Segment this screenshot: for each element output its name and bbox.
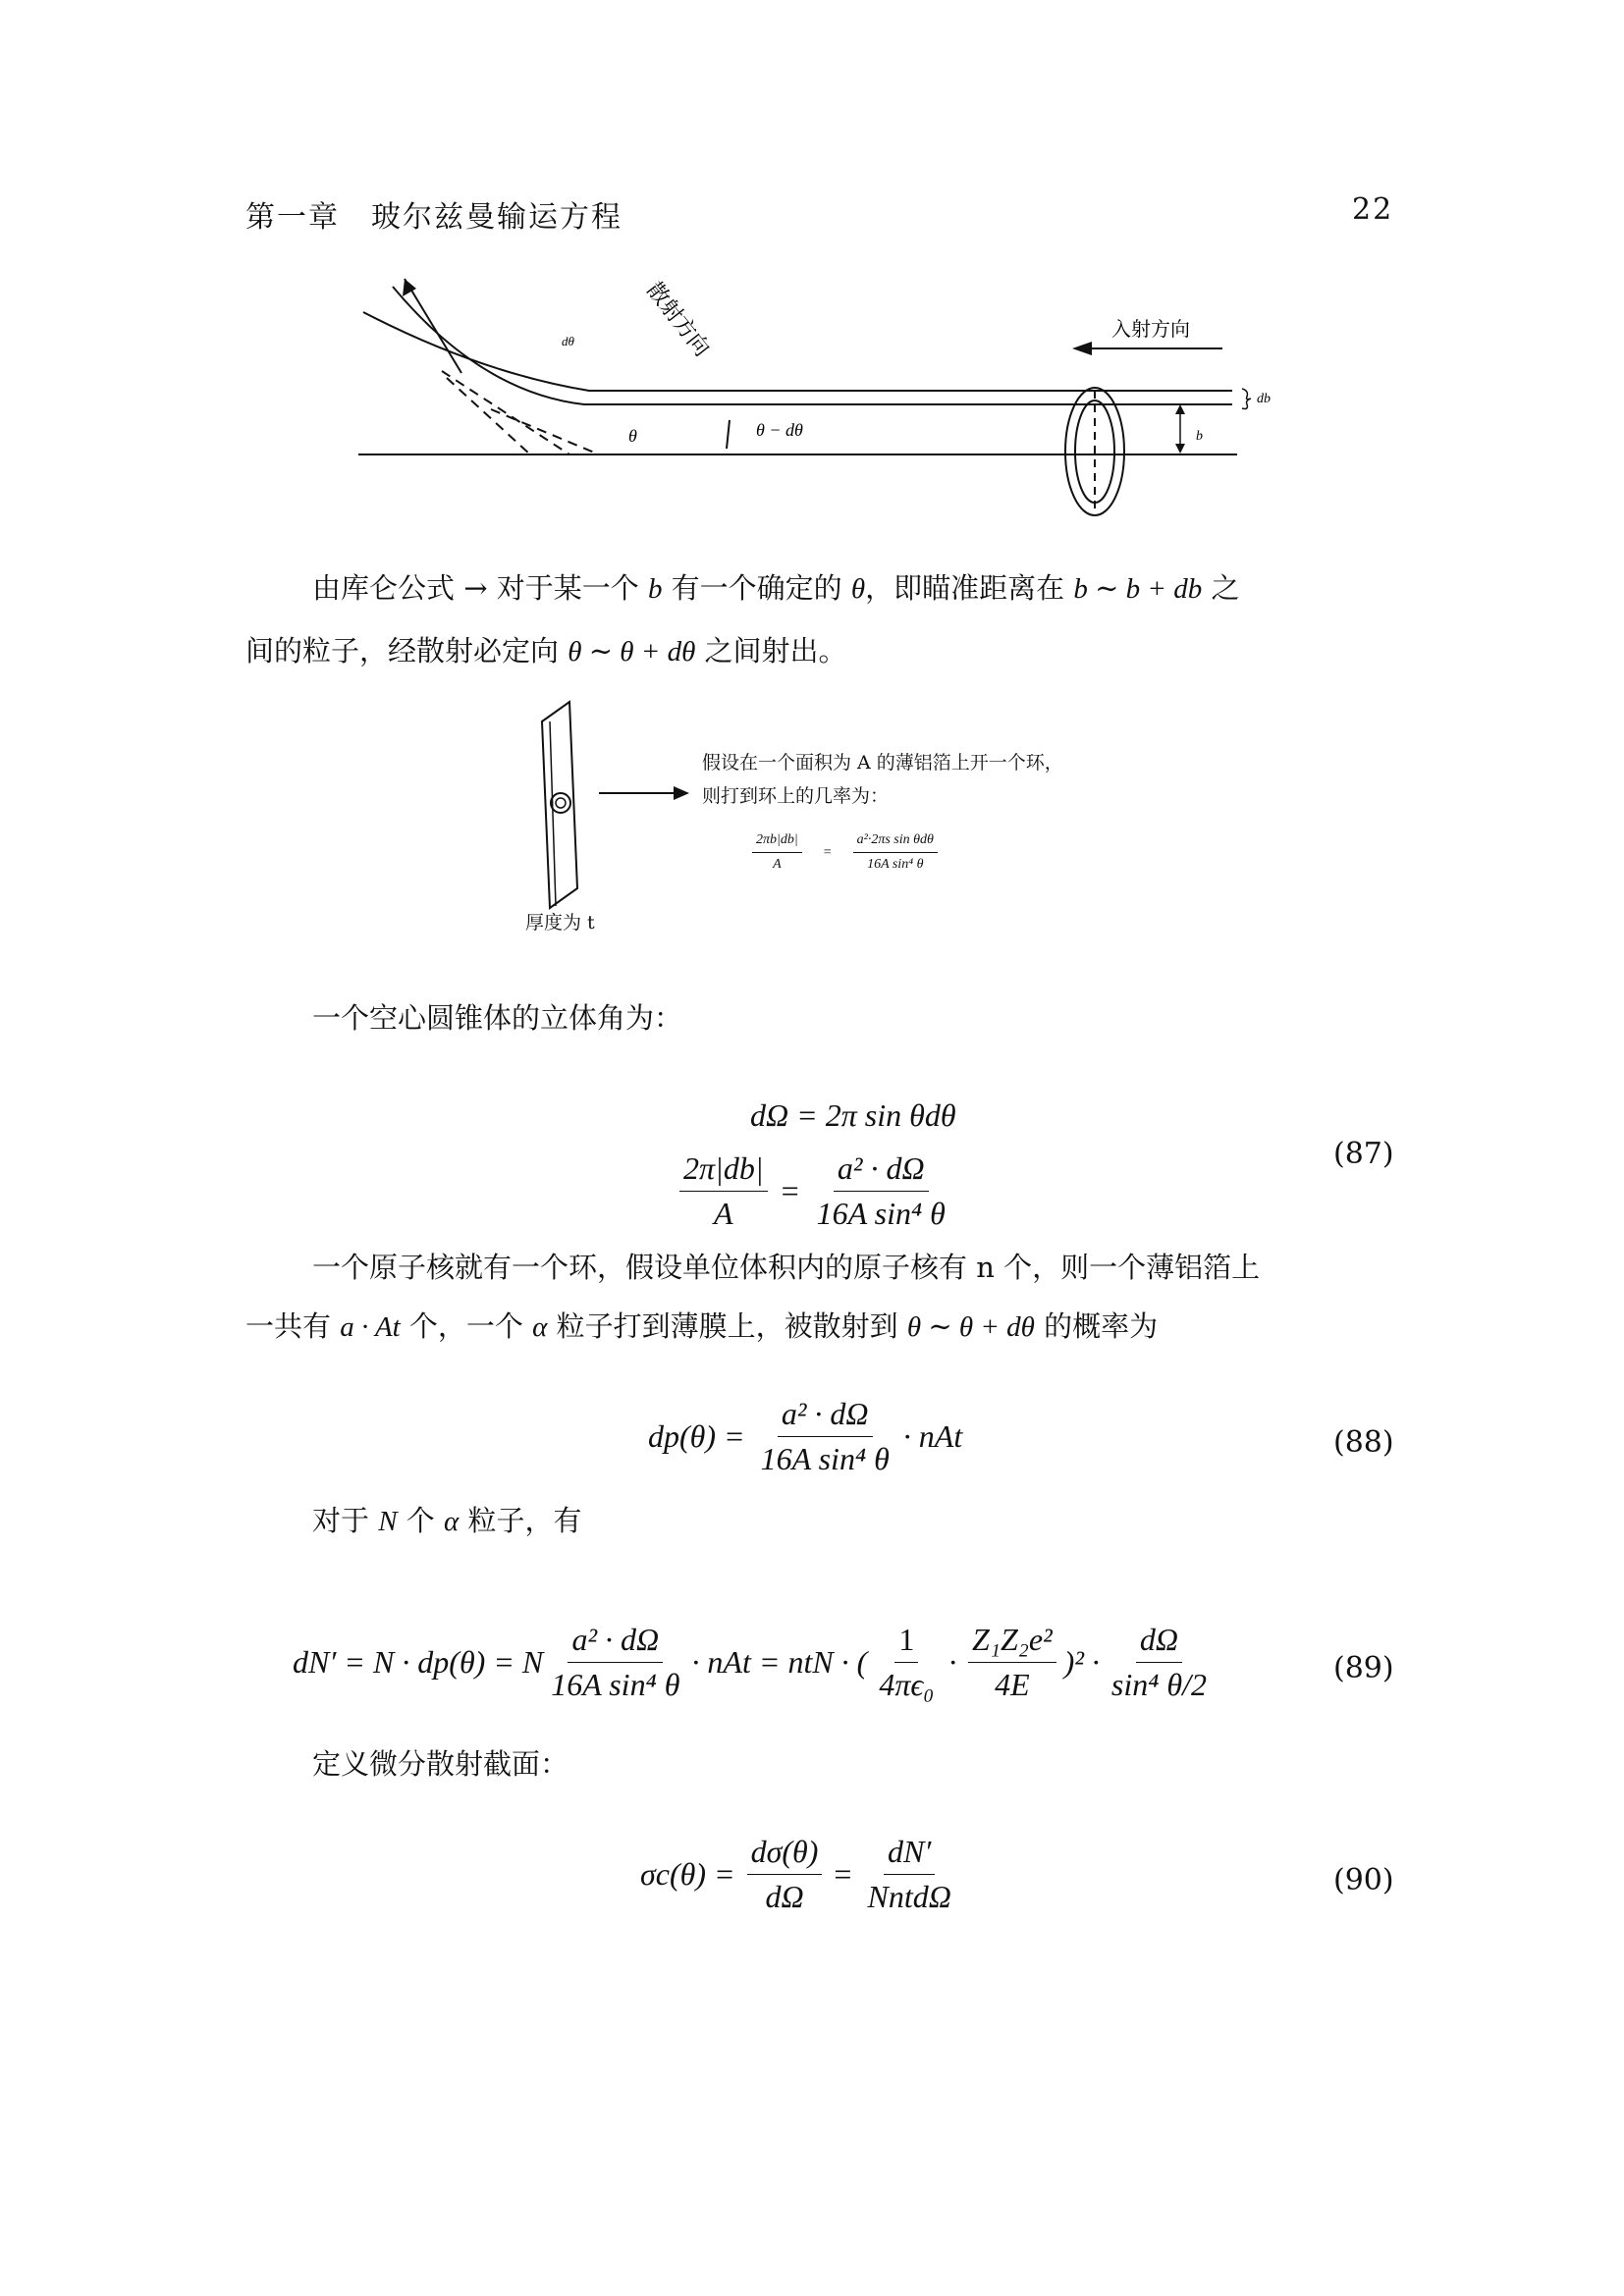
right-angle-mark [727,420,730,449]
eq88: dp(θ) = $\frac{\text{a² · dΩ}}{\text{16A sin⁴ θ}}$ · nAt [648,1396,963,1476]
dashed-extension [491,409,599,454]
foil-eq-lhs: $\frac{2\pi b|db|}{A}$ [752,832,802,873]
theta-minus-d-theta-label: θ − dθ [756,420,803,440]
trajectory-lower [393,287,1232,404]
eq88-number: (88) [1333,1425,1394,1460]
define-cross-section: 定义微分散射截面： [312,1747,569,1781]
eq87-number: (87) [1333,1137,1394,1171]
foil-eq-rhs: $\frac{\text{a²·2πs sin θdθ}}{\text{16A sin⁴ θ}}$ [853,832,938,873]
db-brace [1242,389,1251,409]
scatter-direction-label: 散射方向 [642,277,715,361]
foil-diagram [530,692,1021,957]
eq90: σc(θ) = $\frac{d\sigma(\theta)}{d\Omega}$ = $\frac{dN'}{\text{NntdΩ}}$ [640,1834,951,1914]
solid-angle-intro: 一个空心圆锥体的立体角为： [312,1001,683,1035]
eq90-number: (90) [1333,1863,1394,1897]
foil-equation: $\frac{2\pi b|db|}{A}$ = $\frac{\text{a²·2πs sin θdθ}}{\text{16A sin⁴ θ}}$ [748,832,942,873]
page-number: 22 [1352,192,1394,227]
eq87-line1: dΩ = 2π sin θdθ [750,1097,956,1133]
b-label: b [1196,429,1203,444]
foil-plate [542,702,577,908]
eq89: dN′ = N · dp(θ) = N $\frac{\text{a² · dΩ}}{\text{16A sin⁴ θ}}$ · nAt = ntN · ( $\frac{1}{\text{4πϵ₀}}$ · $\frac{\text{Z₁Z₂e²}}{4E}$ )² · $\frac{d\Omega}{\text{sin⁴ θ/2}}$ [293,1622,1207,1702]
chapter-title: 第一章 玻尔兹曼输运方程 [245,200,623,235]
paragraph-coulomb: 由库仑公式 → 对于某一个 b 有一个确定的 θ，即瞄准距离在 b ∼ b + db 之 [312,571,1240,605]
eq87-line2: $\frac{2\pi|db|}{A}$ = $\frac{\text{a² · dΩ}}{\text{16A sin⁴ θ}}$ [676,1150,953,1232]
paragraph-nucleus-line2: 一共有 a · At 个，一个 α 粒子打到薄膜上，被散射到 θ ∼ θ + dθ 的概率为 [245,1309,1159,1343]
foil-caption-line2: 则打到环上的几率为： [702,785,890,807]
paragraph-nucleus-line1: 一个原子核就有一个环，假设单位体积内的原子核有 n 个，则一个薄铝箔上 [312,1251,1261,1284]
foil-ring-outer [551,793,570,813]
scattering-diagram [334,265,1316,530]
dashed-asymptote-1 [447,378,530,454]
eq89-number: (89) [1333,1651,1394,1685]
d-theta-label: dθ [562,334,574,348]
foil-caption-line1: 假设在一个面积为 A 的薄铝箔上开一个环， [702,752,1063,774]
paragraph-coulomb-line2: 间的粒子，经散射必定向 θ ∼ θ + dθ 之间射出。 [245,634,847,667]
paragraph-n-particles: 对于 N 个 α 粒子，有 [312,1504,582,1537]
scatter-arrow [405,279,461,373]
foil-thickness-label: 厚度为 t [525,912,595,934]
foil-ring-inner [556,798,566,808]
db-label: db [1257,392,1271,406]
incident-arrow-head [1072,342,1092,355]
incident-direction-label: 入射方向 [1111,319,1190,341]
trajectory-upper [363,312,1232,391]
theta-label: θ [628,426,637,446]
